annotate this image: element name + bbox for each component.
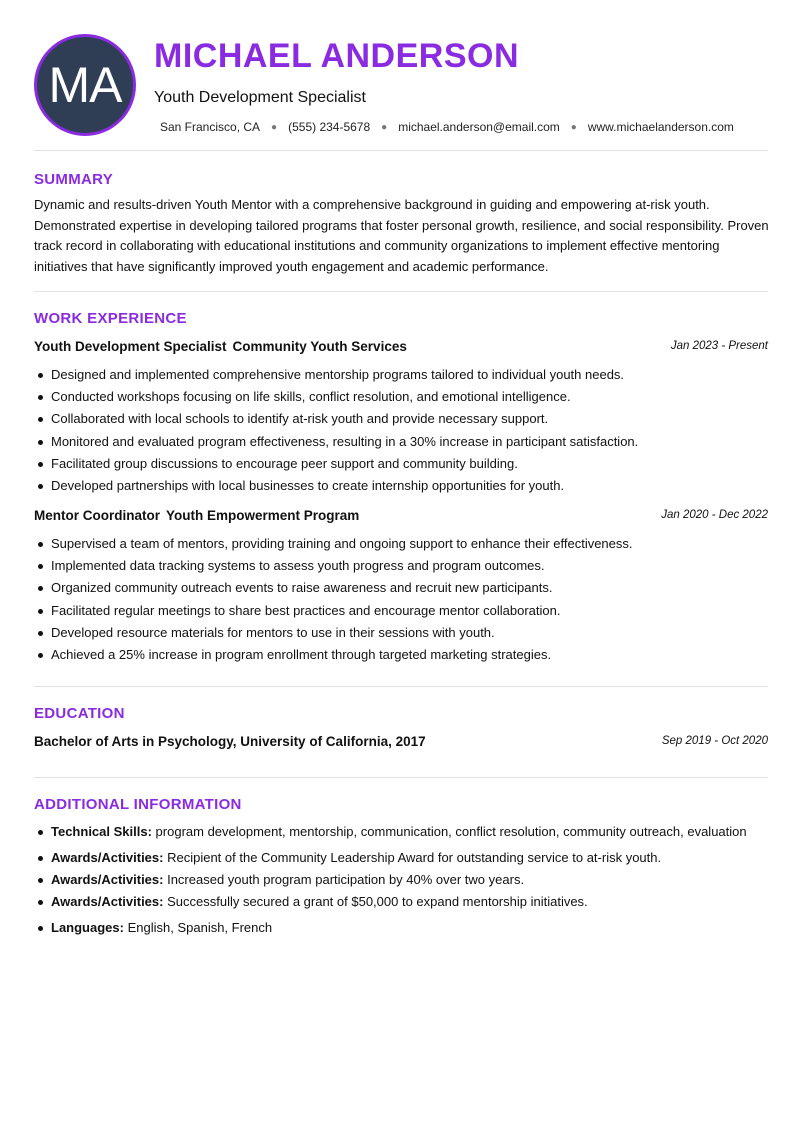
- resume-header: [34, 34, 768, 138]
- job-title: [34, 339, 407, 354]
- candidate-name: MICHAEL ANDERSON: [154, 37, 520, 75]
- job-position: Youth Development Specialist: [34, 339, 227, 354]
- summary-text: Dynamic and results-driven Youth Mentor with a comprehensive background in guiding and empowering at-risk youth. Demonstrated expertise in developing tailored programs that foster personal growth, resilience, and social responsibility. Proven track record in collaborating with educational institutions and community organizations to implement effective mentoring initiatives that have significantly improved youth engagement and academic performance.: [34, 197, 769, 274]
- contact-website[interactable]: www.michaelanderson.com: [587, 120, 734, 134]
- contact-location: San Francisco, CA: [160, 120, 261, 134]
- divider: [34, 686, 768, 687]
- divider: [34, 291, 768, 292]
- item-text: Increased youth program participation by 40% over two years.: [167, 872, 525, 887]
- education-dates: Sep 2019 - Oct 2020: [661, 735, 768, 747]
- summary-heading: SUMMARY: [34, 171, 114, 188]
- divider: [34, 777, 768, 778]
- job-bullets: [34, 533, 768, 666]
- contact-email[interactable]: michael.anderson@email.com: [398, 120, 560, 134]
- candidate-title: Youth Development Specialist: [154, 89, 366, 106]
- item-text: Recipient of the Community Leadership Award for outstanding service to at-risk youth.: [167, 850, 662, 865]
- education-entry: [34, 733, 768, 753]
- divider: [34, 150, 768, 151]
- list-item: Achieved a 25% increase in program enrollment through targeted marketing strategies.: [34, 644, 768, 666]
- list-item: [34, 917, 774, 939]
- experience-heading: WORK EXPERIENCE: [34, 310, 187, 327]
- additional-heading: ADDITIONAL INFORMATION: [34, 796, 242, 813]
- job-entry: [34, 338, 768, 497]
- list-item: [34, 891, 774, 913]
- job-bullets: [34, 364, 768, 497]
- list-item: Supervised a team of mentors, providing training and ongoing support to enhance their effectiveness.: [34, 533, 768, 555]
- item-label: Awards/Activities:: [51, 850, 164, 865]
- job-header: [34, 338, 768, 358]
- contact-phone: (555) 234-5678: [288, 120, 371, 134]
- list-item: [34, 847, 774, 869]
- job-dates: Jan 2020 - Dec 2022: [661, 509, 768, 521]
- item-text: Successfully secured a grant of $50,000 to expand mentorship initiatives.: [167, 894, 588, 909]
- list-item: [34, 869, 774, 891]
- job-title: [34, 508, 359, 523]
- list-item: Facilitated regular meetings to share best practices and encourage mentor collaboration.: [34, 600, 768, 622]
- list-item: Developed resource materials for mentors to use in their sessions with youth.: [34, 622, 768, 644]
- list-item: Facilitated group discussions to encourage peer support and community building.: [34, 453, 768, 475]
- list-item: Implemented data tracking systems to assess youth progress and program outcomes.: [34, 555, 768, 577]
- list-item: Developed partnerships with local businesses to create internship opportunities for youth.: [34, 475, 768, 497]
- list-item: Collaborated with local schools to identify at-risk youth and provide necessary support.: [34, 408, 768, 430]
- job-position: Mentor Coordinator: [34, 508, 160, 523]
- job-header: [34, 507, 768, 527]
- job-company: Community Youth Services: [232, 339, 407, 354]
- additional-list: [34, 821, 774, 939]
- separator-dot-icon: ●: [570, 121, 577, 133]
- item-label: Awards/Activities:: [51, 894, 164, 909]
- item-label: Awards/Activities:: [51, 872, 164, 887]
- item-text: English, Spanish, French: [127, 920, 273, 935]
- item-label: Languages:: [51, 920, 124, 935]
- education-heading: EDUCATION: [34, 705, 125, 722]
- list-item: Designed and implemented comprehensive mentorship programs tailored to individual youth needs.: [34, 364, 768, 386]
- list-item: Conducted workshops focusing on life skills, conflict resolution, and emotional intelligence.: [34, 386, 768, 408]
- list-item: Monitored and evaluated program effectiveness, resulting in a 30% increase in participant satisfaction.: [34, 431, 768, 453]
- list-item: Organized community outreach events to raise awareness and recruit new participants.: [34, 577, 768, 599]
- contact-line: [160, 120, 734, 134]
- item-label: Technical Skills:: [51, 824, 152, 839]
- separator-dot-icon: ●: [271, 121, 278, 133]
- job-company: Youth Empowerment Program: [166, 508, 360, 523]
- job-entry: [34, 507, 768, 666]
- list-item: [34, 821, 774, 843]
- avatar: MA: [34, 34, 136, 136]
- job-dates: Jan 2023 - Present: [670, 340, 768, 352]
- item-text: program development, mentorship, communication, conflict resolution, community outreach, evaluation: [155, 824, 747, 839]
- education-degree: Bachelor of Arts in Psychology, University of California, 2017: [34, 734, 426, 749]
- separator-dot-icon: ●: [381, 121, 388, 133]
